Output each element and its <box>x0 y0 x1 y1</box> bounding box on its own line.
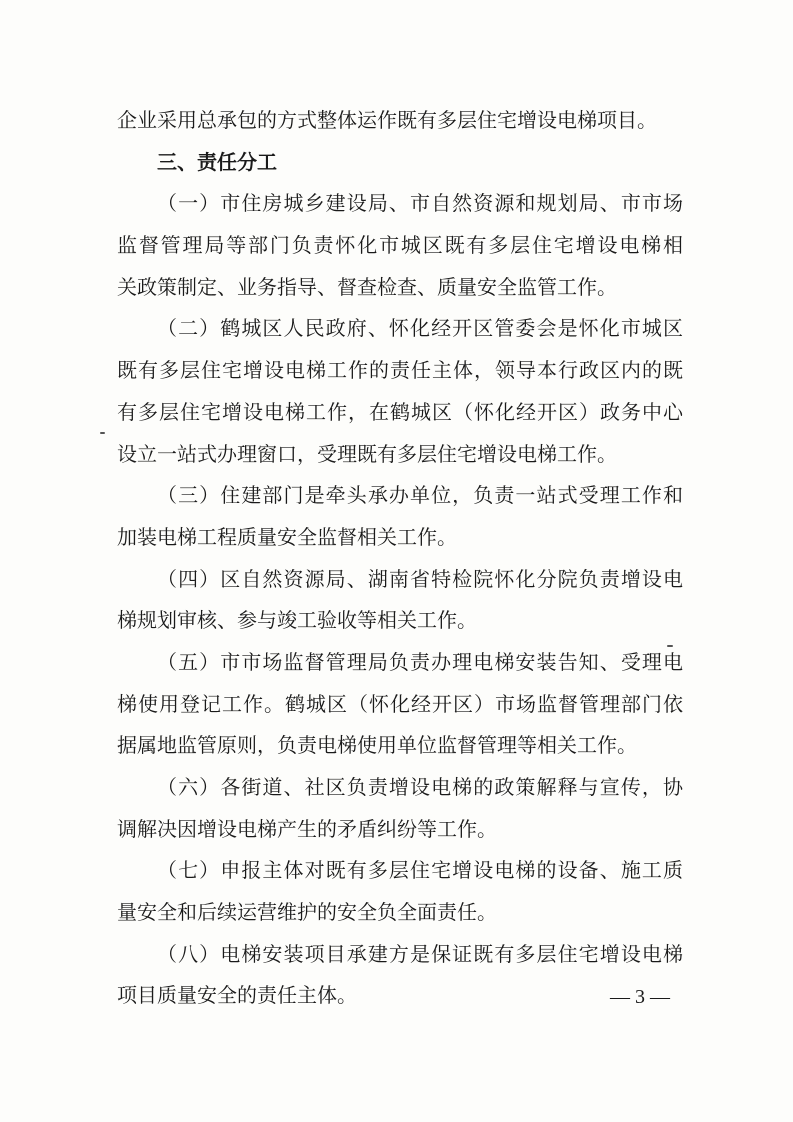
paragraph-line: 据属地监管原则，负责电梯使用单位监督管理等相关工作。 <box>117 733 637 758</box>
page-number: — 3 — <box>610 986 670 1008</box>
paragraph-line: （五）市市场监督管理局负责办理电梯安装告知、受理电 <box>157 649 683 674</box>
paragraph-line: （八）电梯安装项目承建方是保证既有多层住宅增设电梯 <box>157 941 683 966</box>
paragraph-line: （六）各街道、社区负责增设电梯的政策解释与宣传，协 <box>157 775 683 799</box>
document-body <box>117 100 683 1017</box>
opening-line: 企业采用总承包的方式整体运作既有多层住宅增设电梯项目。 <box>117 108 657 132</box>
paragraph-line: 有多层住宅增设电梯工作，在鹤城区（怀化经开区）政务中心 <box>117 399 683 424</box>
paragraph-6 <box>117 767 683 850</box>
paragraph-line: 加装电梯工程质量安全监督相关工作。 <box>117 524 457 549</box>
paragraph-line: （三）住建部门是牵头承办单位，负责一站式受理工作和 <box>157 483 683 508</box>
scan-speck <box>667 645 673 647</box>
paragraph-3 <box>117 475 683 558</box>
paragraph-8 <box>117 934 683 1017</box>
paragraph-4 <box>117 559 683 642</box>
paragraph-line: 关政策制定、业务指导、督查检查、质量安全监管工作。 <box>117 274 617 299</box>
paragraph-line: 监督管理局等部门负责怀化市城区既有多层住宅增设电梯相 <box>117 233 683 258</box>
paragraph-line: （一）市住房城乡建设局、市自然资源和规划局、市市场 <box>157 191 683 216</box>
paragraph-1 <box>117 183 683 308</box>
scan-speck <box>100 432 105 434</box>
section-heading: 三、责任分工 <box>157 149 277 174</box>
paragraph-line: （七）申报主体对既有多层住宅增设电梯的设备、施工质 <box>157 858 683 883</box>
paragraph-line: 梯使用登记工作。鹤城区（怀化经开区）市场监督管理部门依 <box>117 691 683 716</box>
paragraph-line: 调解决因增设电梯产生的矛盾纠纷等工作。 <box>117 816 497 841</box>
paragraph-line: （二）鹤城区人民政府、怀化经开区管委会是怀化市城区 <box>157 316 683 341</box>
paragraph-line: 项目质量安全的责任主体。 <box>117 983 357 1008</box>
paragraph-line: 设立一站式办理窗口，受理既有多层住宅增设电梯工作。 <box>117 441 617 466</box>
paragraph-line: 梯规划审核、参与竣工验收等相关工作。 <box>117 608 477 633</box>
paragraph-line: （四）区自然资源局、湖南省特检院怀化分院负责增设电 <box>157 566 683 591</box>
paragraph-5 <box>117 642 683 767</box>
paragraph-line: 量安全和后续运营维护的安全负全面责任。 <box>117 900 497 925</box>
paragraph-2 <box>117 308 683 475</box>
paragraph-line: 既有多层住宅增设电梯工作的责任主体，领导本行政区内的既 <box>117 358 683 383</box>
paragraph-7 <box>117 850 683 933</box>
